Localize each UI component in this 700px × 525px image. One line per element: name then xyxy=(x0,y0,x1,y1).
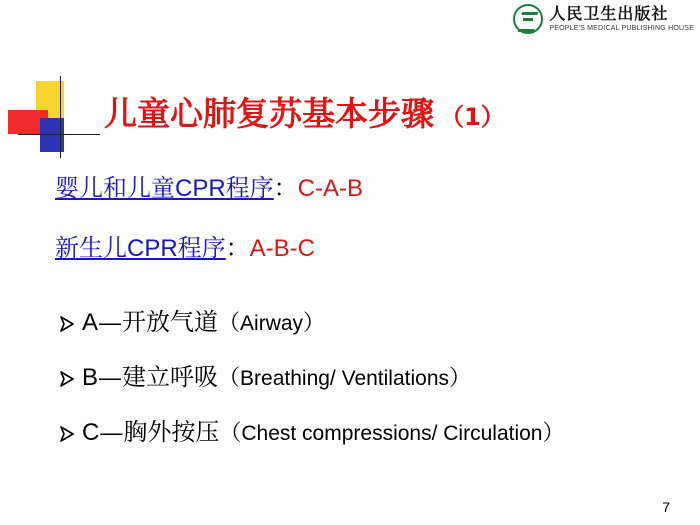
newborn-cpr-link[interactable] xyxy=(55,234,226,262)
bullet-label-cn: 胸外按压 xyxy=(123,418,220,446)
separator: ： xyxy=(273,174,298,202)
slide-title-text: 儿童心肺复苏基本步骤 xyxy=(104,94,434,133)
infant-child-cpr-link[interactable] xyxy=(55,174,274,202)
sequence-value: C-A-B xyxy=(297,175,364,202)
separator: ： xyxy=(225,234,250,262)
slide-title xyxy=(104,88,505,135)
bullet-label-en: Airway xyxy=(240,312,304,335)
decoration-horizontal-line xyxy=(18,134,100,135)
bullet-close-paren: ） xyxy=(449,366,472,391)
cpr-sequence-newborn xyxy=(55,228,315,263)
link-prefix-cn: 婴儿和儿童 xyxy=(55,174,175,202)
publisher-logo-icon xyxy=(513,4,543,34)
bullet-label-cn: 开放气道 xyxy=(122,308,219,336)
arrow-bullet-icon xyxy=(60,314,74,330)
bullet-label-en: Chest compressions/ Circulation xyxy=(241,422,543,445)
arrow-bullet-icon xyxy=(60,424,74,440)
bullet-open-paren: （ xyxy=(219,421,242,446)
bullet-close-paren: ） xyxy=(303,311,326,336)
publisher-name-en: PEOPLE'S MEDICAL PUBLISHING HOUSE xyxy=(549,25,694,32)
bullet-letter: B xyxy=(82,364,99,391)
link-prefix-latin: CPR xyxy=(175,175,226,202)
publisher-logo xyxy=(513,4,694,34)
bullet-dash: — xyxy=(99,310,122,335)
bullet-item-compressions xyxy=(60,412,565,447)
link-prefix-cn: 新生儿 xyxy=(55,234,127,262)
bullet-dash: — xyxy=(99,365,122,390)
arrow-bullet-icon xyxy=(60,369,74,385)
bullet-letter: A xyxy=(82,309,99,336)
slide-title-number: （1） xyxy=(440,103,505,131)
publisher-logo-text xyxy=(549,6,694,32)
bullet-open-paren: （ xyxy=(218,311,241,336)
sequence-value: A-B-C xyxy=(249,235,316,262)
bullet-letter: C xyxy=(82,419,100,446)
title-decoration xyxy=(0,0,100,160)
bullet-label-en: Breathing/ Ventilations xyxy=(240,367,450,390)
decoration-vertical-line xyxy=(60,76,61,158)
link-suffix-cn: 程序 xyxy=(225,174,274,202)
link-suffix-cn: 程序 xyxy=(177,234,226,262)
bullet-close-paren: ） xyxy=(542,421,565,446)
bullet-label-cn: 建立呼吸 xyxy=(122,363,219,391)
link-prefix-latin: CPR xyxy=(127,235,178,262)
page-number: 7 xyxy=(662,499,670,515)
cpr-sequence-infant-child xyxy=(55,168,363,203)
bullet-item-airway xyxy=(60,302,325,337)
bullet-item-breathing xyxy=(60,357,471,392)
bullet-open-paren: （ xyxy=(218,366,241,391)
publisher-name-cn: 人民卫生出版社 xyxy=(549,4,669,23)
bullet-dash: — xyxy=(100,420,123,445)
